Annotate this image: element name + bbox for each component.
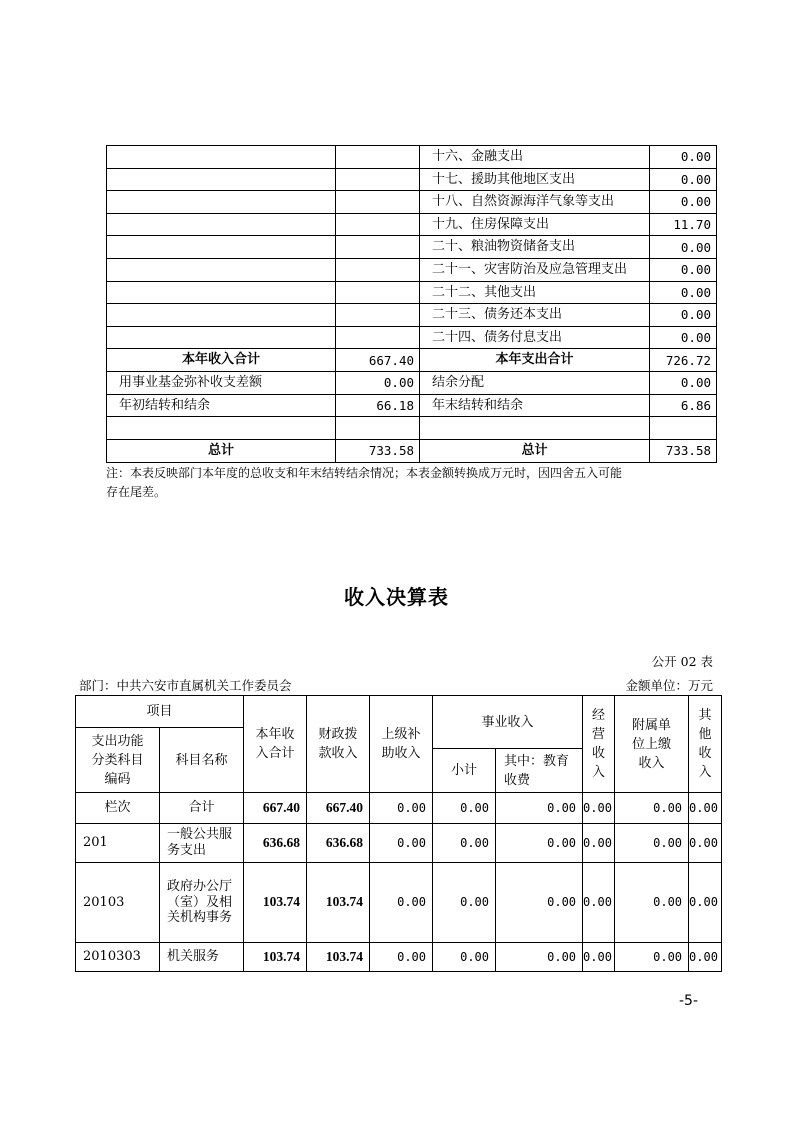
blank-cell — [107, 417, 336, 440]
affiliated-cell: 0.00 — [615, 793, 689, 824]
income-amount-cell — [336, 146, 420, 169]
code-cell: 2010303 — [76, 943, 160, 972]
table-code: 公开 02 表 — [651, 654, 713, 669]
superior-cell: 0.00 — [370, 943, 433, 972]
subtotal-cell: 0.00 — [433, 824, 496, 863]
operating-cell: 0.00 — [583, 863, 615, 943]
total-row — [107, 349, 717, 372]
expense-amount-cell: 0.00 — [650, 146, 717, 169]
header-item: 项目 — [76, 696, 244, 728]
header-operating: 经营收入 — [583, 696, 615, 793]
operating-cell: 0.00 — [583, 943, 615, 972]
table-row — [107, 213, 717, 236]
expense-amount-cell: 0.00 — [650, 191, 717, 214]
header-func-code: 支出功能分类科目编码 — [76, 728, 160, 793]
expense-amount-cell: 0.00 — [650, 281, 717, 304]
income-item-cell — [107, 304, 336, 327]
table-row — [76, 863, 722, 943]
header-other: 其他收入 — [689, 696, 722, 793]
table-row — [107, 326, 717, 349]
subject-name-cell: 机关服务 — [160, 943, 244, 972]
blank-cell — [336, 417, 420, 440]
subject-name-cell: 一般公共服务支出 — [160, 824, 244, 863]
income-item-cell — [107, 281, 336, 304]
income-amount-cell — [336, 168, 420, 191]
income-item-cell — [107, 258, 336, 281]
header-edu-fee: 其中：教育收费 — [496, 749, 583, 793]
income-item-cell — [107, 236, 336, 259]
expense-item-cell: 二十三、债务还本支出 — [420, 304, 650, 327]
fiscal-cell: 667.40 — [307, 793, 370, 824]
expense-item-cell: 二十、粮油物资储备支出 — [420, 236, 650, 259]
table-row — [76, 793, 722, 824]
table-row — [107, 258, 717, 281]
department-label: 部门：中共六安市直属机关工作委员会 — [79, 678, 292, 693]
total-income-cell: 103.74 — [244, 863, 307, 943]
header-fiscal: 财政拨款收入 — [307, 696, 370, 793]
grand-total-value: 733.58 — [336, 440, 420, 463]
edu-cell: 0.00 — [496, 793, 583, 824]
edu-cell: 0.00 — [496, 943, 583, 972]
header-affiliated: 附属单位上缴收入 — [615, 696, 689, 793]
income-item-cell — [107, 213, 336, 236]
row-label: 本年支出合计 — [420, 349, 650, 372]
expense-amount-cell: 0.00 — [650, 236, 717, 259]
row-label: 年末结转和结余 — [420, 394, 650, 417]
other-cell: 0.00 — [689, 863, 722, 943]
affiliated-cell: 0.00 — [615, 943, 689, 972]
grand-total-value: 733.58 — [650, 440, 717, 463]
blank-cell — [420, 417, 650, 440]
operating-cell: 0.00 — [583, 824, 615, 863]
table-note — [106, 464, 716, 502]
income-item-cell — [107, 191, 336, 214]
row-label: 用事业基金弥补收支差额 — [107, 371, 336, 394]
table-row — [107, 168, 717, 191]
row-label: 年初结转和结余 — [107, 394, 336, 417]
edu-cell: 0.00 — [496, 863, 583, 943]
carryover-row — [107, 394, 717, 417]
income-item-cell — [107, 146, 336, 169]
fund-row — [107, 371, 717, 394]
other-cell: 0.00 — [689, 793, 722, 824]
operating-cell: 0.00 — [583, 793, 615, 824]
income-amount-cell — [336, 281, 420, 304]
income-expense-summary-table — [106, 145, 717, 463]
grand-total-label: 总计 — [107, 440, 336, 463]
other-cell: 0.00 — [689, 943, 722, 972]
income-statement-table — [75, 695, 722, 972]
table-row — [76, 824, 722, 863]
page-number: -5- — [678, 993, 698, 1009]
other-cell: 0.00 — [689, 824, 722, 863]
note-line: 存在尾差。 — [106, 485, 167, 499]
expense-amount-cell: 0.00 — [650, 326, 717, 349]
fiscal-cell: 636.68 — [307, 824, 370, 863]
row-value: 0.00 — [336, 371, 420, 394]
table-row — [76, 943, 722, 972]
expense-item-cell: 十七、援助其他地区支出 — [420, 168, 650, 191]
grand-total-label: 总计 — [420, 440, 650, 463]
row-label: 本年收入合计 — [107, 349, 336, 372]
income-amount-cell — [336, 191, 420, 214]
row-value: 0.00 — [650, 371, 717, 394]
subtotal-cell: 0.00 — [433, 943, 496, 972]
superior-cell: 0.00 — [370, 863, 433, 943]
income-amount-cell — [336, 236, 420, 259]
header-total-income: 本年收入合计 — [244, 696, 307, 793]
income-amount-cell — [336, 258, 420, 281]
expense-item-cell: 二十四、债务付息支出 — [420, 326, 650, 349]
subject-name-cell: 政府办公厅（室）及相关机构事务 — [160, 863, 244, 943]
edu-cell: 0.00 — [496, 824, 583, 863]
table-row — [107, 236, 717, 259]
subtotal-cell: 0.00 — [433, 793, 496, 824]
blank-cell — [650, 417, 717, 440]
income-item-cell — [107, 326, 336, 349]
total-income-cell: 636.68 — [244, 824, 307, 863]
header-business: 事业收入 — [433, 696, 583, 749]
row-value: 726.72 — [650, 349, 717, 372]
table-row — [107, 146, 717, 169]
expense-amount-cell: 0.00 — [650, 258, 717, 281]
expense-item-cell: 十六、金融支出 — [420, 146, 650, 169]
code-cell: 201 — [76, 824, 160, 863]
header-superior: 上级补助收入 — [370, 696, 433, 793]
table-row — [107, 191, 717, 214]
affiliated-cell: 0.00 — [615, 824, 689, 863]
income-amount-cell — [336, 213, 420, 236]
note-line: 注：本表反映部门本年度的总收支和年末结转结余情况；本表金额转换成万元时，因四舍五入可能 — [106, 466, 623, 480]
affiliated-cell: 0.00 — [615, 863, 689, 943]
income-amount-cell — [336, 304, 420, 327]
expense-item-cell: 二十一、灾害防治及应急管理支出 — [420, 258, 650, 281]
expense-amount-cell: 0.00 — [650, 168, 717, 191]
code-cell: 20103 — [76, 863, 160, 943]
row-value: 667.40 — [336, 349, 420, 372]
header-subject-name: 科目名称 — [160, 728, 244, 793]
fiscal-cell: 103.74 — [307, 943, 370, 972]
income-statement-title: 收入决算表 — [344, 585, 449, 609]
total-income-cell: 103.74 — [244, 943, 307, 972]
superior-cell: 0.00 — [370, 824, 433, 863]
subtotal-cell: 0.00 — [433, 863, 496, 943]
table-row — [107, 281, 717, 304]
grand-total-row — [107, 440, 717, 463]
row-label: 结余分配 — [420, 371, 650, 394]
expense-item-cell: 十八、自然资源海洋气象等支出 — [420, 191, 650, 214]
row-value: 6.86 — [650, 394, 717, 417]
fiscal-cell: 103.74 — [307, 863, 370, 943]
expense-item-cell: 二十二、其他支出 — [420, 281, 650, 304]
table-row — [107, 304, 717, 327]
expense-amount-cell: 0.00 — [650, 304, 717, 327]
header-subtotal: 小计 — [433, 749, 496, 793]
row-value: 66.18 — [336, 394, 420, 417]
superior-cell: 0.00 — [370, 793, 433, 824]
expense-item-cell: 十九、住房保障支出 — [420, 213, 650, 236]
subject-name-cell: 合计 — [160, 793, 244, 824]
code-cell: 栏次 — [76, 793, 160, 824]
amount-unit-label: 金额单位：万元 — [625, 678, 713, 693]
blank-row — [107, 417, 717, 440]
expense-amount-cell: 11.70 — [650, 213, 717, 236]
income-amount-cell — [336, 326, 420, 349]
total-income-cell: 667.40 — [244, 793, 307, 824]
income-item-cell — [107, 168, 336, 191]
